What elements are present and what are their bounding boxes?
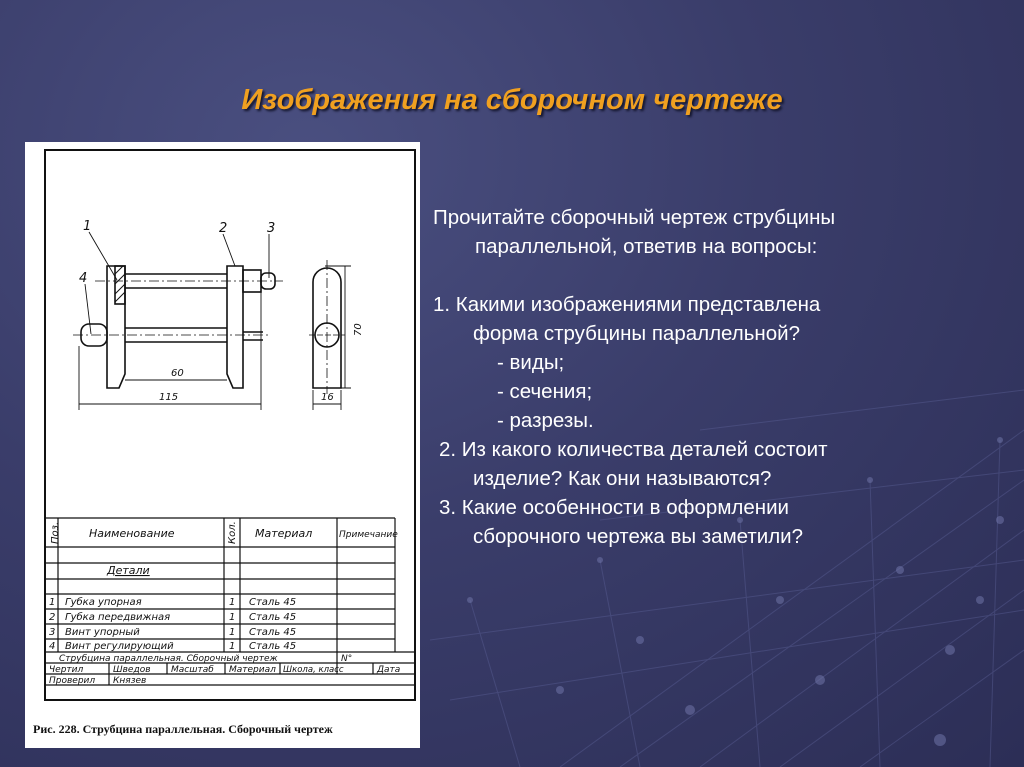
callout-2: 2 bbox=[219, 221, 228, 236]
row-1-material: Сталь 45 bbox=[249, 597, 297, 608]
row-2-qty: 1 bbox=[229, 612, 236, 623]
questions-text bbox=[433, 203, 1018, 551]
intro-line-2: параллельной, ответив на вопросы: bbox=[475, 235, 818, 258]
table-header-pos: Поз. bbox=[50, 521, 61, 544]
row-2-name: Губка передвижная bbox=[65, 612, 171, 623]
row-3-qty: 1 bbox=[229, 627, 236, 638]
row-3-name: Винт упорный bbox=[65, 627, 140, 638]
figure-caption: Рис. 228. Струбцина параллельная. Сборочный чертеж bbox=[33, 722, 333, 736]
question-3-line-1: 3. Какие особенности в оформлении bbox=[439, 496, 790, 519]
title-block-school: Школа, класс bbox=[283, 665, 344, 675]
question-1-line-1: 1. Какими изображениями представлена bbox=[433, 293, 821, 316]
question-1-option-2: - сечения; bbox=[497, 380, 593, 403]
dim-16: 16 bbox=[321, 392, 334, 403]
slide-title: Изображения на сборочном чертеже bbox=[241, 84, 783, 116]
table-section-title: Детали bbox=[107, 564, 150, 577]
title-block-scale: Масштаб bbox=[171, 665, 214, 675]
row-2-material: Сталь 45 bbox=[249, 612, 297, 623]
table-header-name: Наименование bbox=[89, 527, 175, 540]
dim-70: 70 bbox=[353, 323, 364, 336]
callout-leaders bbox=[85, 232, 269, 334]
table-header-material: Материал bbox=[255, 527, 313, 540]
assembly-drawing bbox=[25, 142, 420, 748]
row-1-qty: 1 bbox=[229, 597, 236, 608]
drawing-canvas bbox=[25, 142, 420, 748]
question-3-line-2: сборочного чертежа вы заметили? bbox=[473, 525, 804, 548]
title-block-checked-label: Проверил bbox=[49, 676, 96, 686]
row-1-pos: 1 bbox=[49, 597, 56, 608]
dim-60: 60 bbox=[171, 368, 184, 379]
row-4-pos: 4 bbox=[49, 641, 56, 652]
title-block-number: N° bbox=[341, 654, 353, 664]
title-block-material: Материал bbox=[229, 665, 276, 675]
row-1-name: Губка упорная bbox=[65, 597, 142, 608]
question-1-option-3: - разрезы. bbox=[497, 409, 594, 432]
title-block-checked-name: Князев bbox=[113, 676, 147, 686]
table-header-note: Примечание bbox=[339, 530, 398, 540]
title-block-date: Дата bbox=[377, 665, 401, 675]
callout-1: 1 bbox=[83, 219, 92, 234]
side-view bbox=[309, 260, 345, 394]
callout-4: 4 bbox=[79, 271, 88, 286]
title-block-drew-name: Шведов bbox=[113, 665, 151, 675]
row-4-material: Сталь 45 bbox=[249, 641, 297, 652]
row-2-pos: 2 bbox=[49, 612, 56, 623]
question-2-line-2: изделие? Как они называются? bbox=[473, 467, 772, 490]
title-block-doc-name: Струбцина параллельная. Сборочный чертеж bbox=[59, 654, 278, 664]
question-2-line-1: 2. Из какого количества деталей состоит bbox=[439, 438, 828, 461]
question-1-line-2: форма струбцины параллельной? bbox=[473, 322, 800, 345]
row-4-name: Винт регулирующий bbox=[65, 641, 174, 652]
row-3-material: Сталь 45 bbox=[249, 627, 297, 638]
title-block-drew-label: Чертил bbox=[49, 665, 84, 675]
row-4-qty: 1 bbox=[229, 641, 236, 652]
intro-line-1: Прочитайте сборочный чертеж струбцины bbox=[433, 206, 836, 229]
row-3-pos: 3 bbox=[49, 627, 56, 638]
question-1-option-1: - виды; bbox=[497, 351, 565, 374]
dim-115: 115 bbox=[159, 392, 179, 403]
callout-3: 3 bbox=[267, 221, 276, 236]
table-header-qty: Кол. bbox=[227, 521, 238, 544]
